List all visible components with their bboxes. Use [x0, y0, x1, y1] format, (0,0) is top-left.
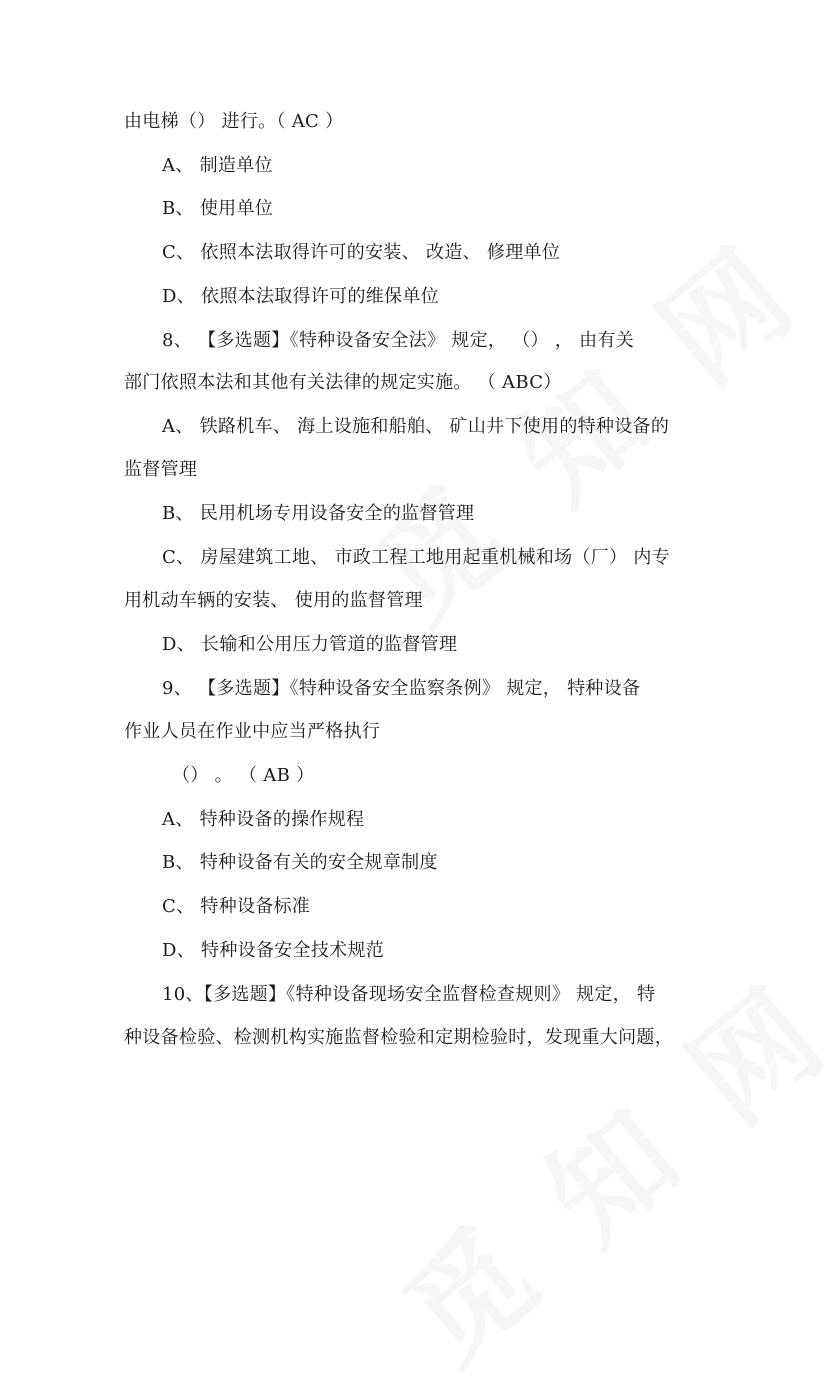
text-line: 种设备检验、检测机构实施监督检验和定期检验时，发现重大问题，: [124, 1027, 673, 1048]
answer-line: （） 。 （ AB ）: [172, 765, 315, 786]
question-line: 9、 【多选题】《特种设备安全监察条例》 规定， 特种设备: [162, 678, 641, 699]
option-line: A、 特种设备的操作规程: [162, 809, 365, 830]
option-line: C、 依照本法取得许可的安装、 改造、 修理单位: [162, 242, 561, 263]
option-line: A、 制造单位: [162, 155, 273, 176]
option-line: B、 民用机场专用设备安全的监督管理: [162, 503, 475, 524]
text-line: 作业人员在作业中应当严格执行: [124, 721, 381, 742]
option-line: B、 使用单位: [162, 198, 274, 219]
option-line: C、 特种设备标准: [162, 896, 311, 917]
option-line: C、 房屋建筑工地、 市政工程工地用起重机械和场（厂） 内专: [162, 547, 670, 568]
text-line: 由电梯（） 进行。（ AC ）: [124, 111, 344, 132]
question-line: 8、 【多选题】《特种设备安全法》 规定， （） ， 由有关: [162, 330, 635, 351]
text-line: 部门依照本法和其他有关法律的规定实施。 （ ABC）: [124, 372, 562, 393]
text-line: 用机动车辆的安装、 使用的监督管理: [124, 590, 423, 611]
option-line: D、 长输和公用压力管道的监督管理: [162, 634, 458, 655]
question-line: 10、【多选题】《特种设备现场安全监督检查规则》 规定， 特: [162, 984, 656, 1005]
option-line: B、 特种设备有关的安全规章制度: [162, 852, 438, 873]
option-line: D、 依照本法取得许可的维保单位: [162, 286, 439, 307]
text-line: 监督管理: [124, 459, 198, 480]
option-line: A、 铁路机车、 海上设施和船舶、 矿山井下使用的特种设备的: [162, 416, 670, 437]
option-line: D、 特种设备安全技术规范: [162, 940, 385, 961]
